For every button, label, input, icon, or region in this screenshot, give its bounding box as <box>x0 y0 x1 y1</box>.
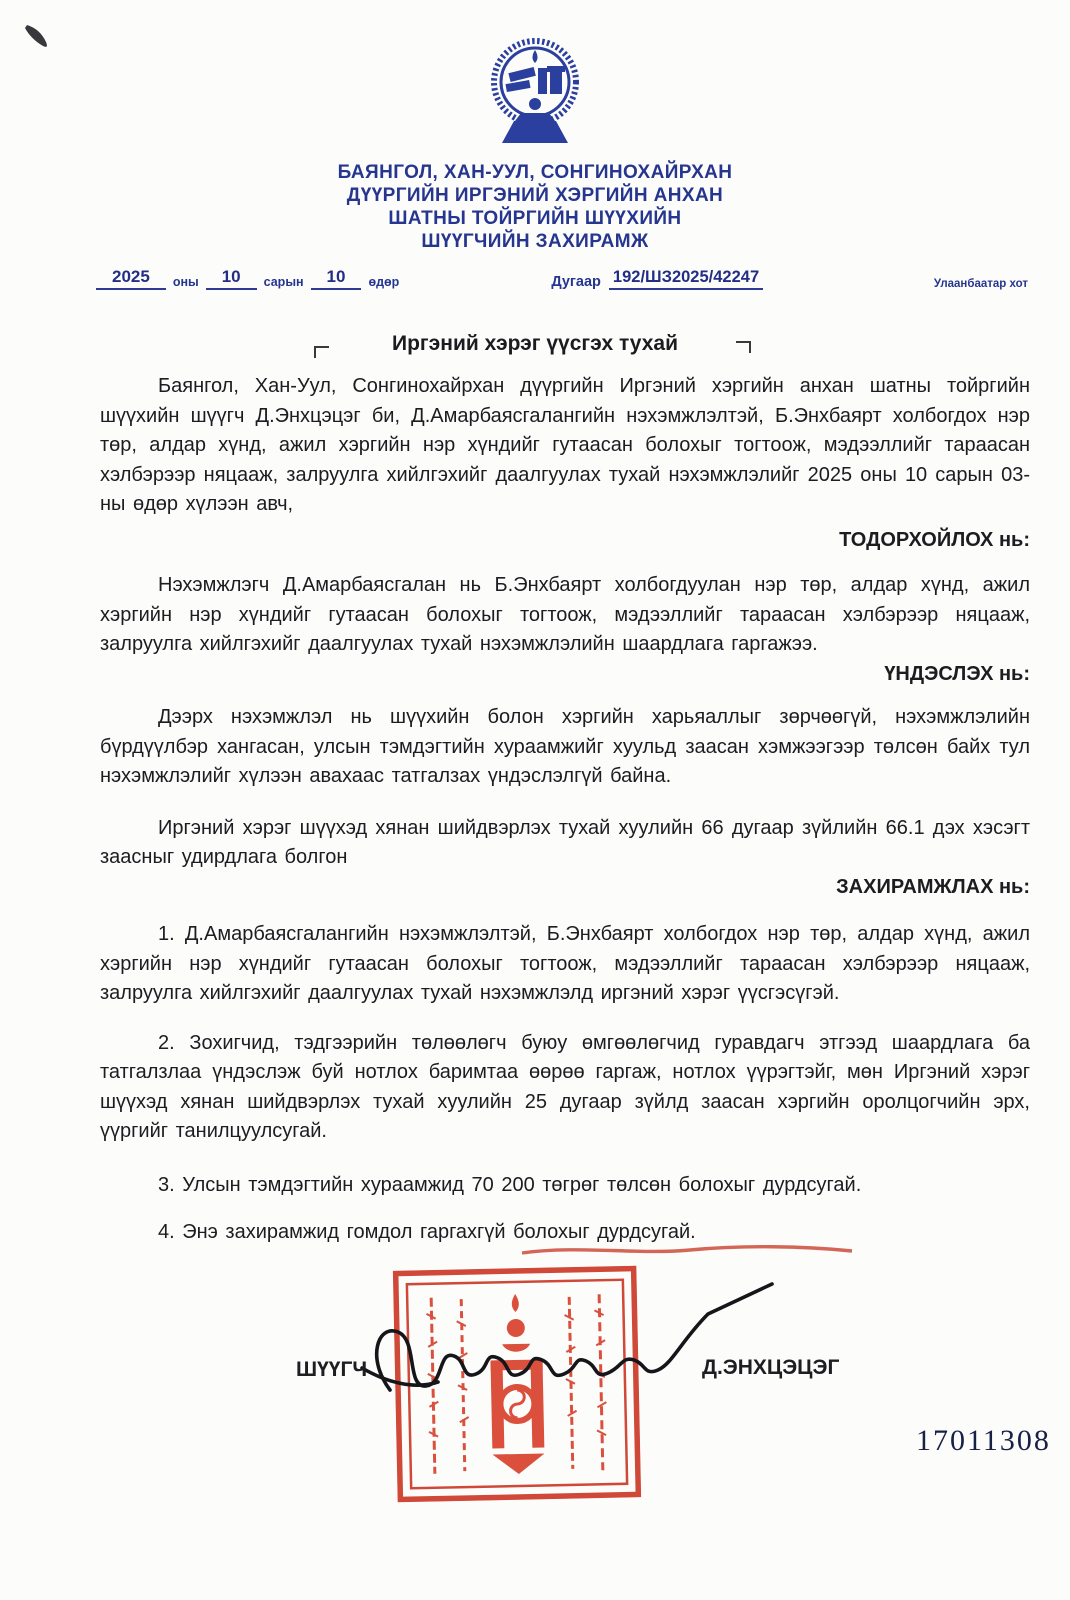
order-item-1: 1. Д.Амарбаясгалангийн нэхэмжлэлтэй, Б.Энхбаярт холбогдох нэр төр, алдар хүнд, ажил хэргийн нэр хүндийг гутаасан болохыг тогтоож, мэдээллийг тараасан хэлбэрээр няцааж, залруулга хийлгэхийг даалгуулах тухай нэхэмжлэлд иргэний хэрэг үүсгэсүгэй. <box>100 923 1030 1004</box>
order-item-2: 2. Зохигчид, тэдгээрийн төлөөлөгч буюу өмгөөлөгчид гуравдагч этгээд шаардлага ба татгалзлаа үндэслэж буй нотлох баримтаа өөрөө гаргаж, нотлох үүрэгтэйг, мөн Иргэний хэрэг шүүхэд хянан шийдвэрлэх тухай хуулийн 25 дугаар зүйлд заасан хэргийн оролцогчийн эрх, үүргийг танилцуулсугай. <box>100 1031 1030 1142</box>
doc-number-value: 192/ШЗ2025/42247 <box>609 268 763 290</box>
todorhoiloh-paragraph: Нэхэмжлэгч Д.Амарбаясгалан нь Б.Энхбаярт холбогдуулан нэр төр, алдар хүнд, ажил хэргийн нэр хүндийг гутаасан болохыг тогтоож, мэдээллийг тараасан хэлбэрээр няцааж, залруулга хийлгэхийг даалгуулах тухай нэхэмжлэлийн шаардлага гаргажээ. <box>100 574 1030 655</box>
court-name-header <box>0 161 1070 253</box>
section-heading-zahiramjlah: ЗАХИРАМЖЛАХ нь: <box>836 875 1030 898</box>
court-emblem-icon <box>476 30 594 150</box>
date-year-value: 2025 <box>96 267 166 290</box>
red-underline-stroke-icon <box>518 1242 858 1258</box>
court-name-line: ДҮҮРГИЙН ИРГЭНИЙ ХЭРГИЙН АНХАН <box>346 185 724 206</box>
undesleh-paragraph-1: Дээрх нэхэмжлэл нь шүүхийн болон хэргийн харьяаллыг зөрчөөгүй, нэхэмжлэлийн бүрдүүлбэр хангасан, улсын тэмдэгтийн хураамжийг хуульд заасан хэмжээгээр төлсөн байх тул нэхэмжлэлийг хүлээн авахаас татгалзах үндэслэлгүй байна. <box>100 706 1030 787</box>
document-title: Иргэний хэрэг үүсгэх тухай <box>392 332 678 355</box>
order-item-3: 3. Улсын тэмдэгтийн хураамжид 70 200 төгрөг төлсөн болохыг дурдсугай. <box>158 1173 862 1196</box>
date-month-value: 10 <box>206 267 257 290</box>
order-item-4: 4. Энэ захирамжид гомдол гаргахгүй болохыг дурдсугай. <box>158 1221 696 1243</box>
court-name-line: ШҮҮГЧИЙН ЗАХИРАМЖ <box>421 231 649 252</box>
date-month-label: сарын <box>263 275 304 289</box>
serial-number: 17011308 <box>916 1423 1051 1457</box>
section-heading-undesleh: ҮНДЭСЛЭХ нь: <box>884 662 1030 685</box>
judge-signature-icon <box>352 1270 784 1422</box>
intro-paragraph: Баянгол, Хан-Уул, Сонгинохайрхан дүүргийн Иргэний хэргийн анхан шатны тойргийн шүүхийн шүүгч Д.Энхцэцэг би, Д.Амарбаясгалангийн нэхэмжлэлтэй, Б.Энхбаярт холбогдох нэр төр, алдар хүнд, ажил хэргийн нэр хүндийг гутаасан болохыг тогтоож, мэдээллийг тараасан хэлбэрээр няцааж, залруулга хийлгэхийг даалгуулах тухай нэхэмжлэлийг 2025 оны 10 сарын 03-ны өдөр хүлээн авч, <box>100 375 1030 515</box>
court-name-line: БАЯНГОЛ, ХАН-УУЛ, СОНГИНОХАЙРХАН <box>337 162 733 183</box>
date-year-label: оны <box>172 275 199 289</box>
ink-smudge-icon <box>18 14 62 58</box>
date-day-label: өдөр <box>368 275 400 289</box>
date-day-value: 10 <box>311 267 362 290</box>
judge-name: Д.ЭНХЦЭЦЭГ <box>702 1355 840 1379</box>
corner-mark-right-icon <box>736 341 751 353</box>
city-label: Улаанбаатар хот <box>933 278 1028 290</box>
doc-number-label: Дугаар <box>551 274 601 290</box>
signature-block <box>0 1254 1070 1516</box>
document-meta-row <box>96 267 1028 290</box>
court-name-line: ШАТНЫ ТОЙРГИЙН ШҮҮХИЙН <box>388 208 682 229</box>
document-body <box>100 372 1030 1248</box>
section-heading-todorhoiloh: ТОДОРХОЙЛОХ нь: <box>839 528 1030 551</box>
undesleh-paragraph-2: Иргэний хэрэг шүүхэд хянан шийдвэрлэх тухай хуулийн 66 дугаар зүйлийн 66.1 дэх хэсэгт заасныг удирдлага болгон <box>100 816 1030 868</box>
judge-role-label: ШҮҮГЧ <box>296 1357 368 1381</box>
corner-mark-left-icon <box>314 346 329 358</box>
